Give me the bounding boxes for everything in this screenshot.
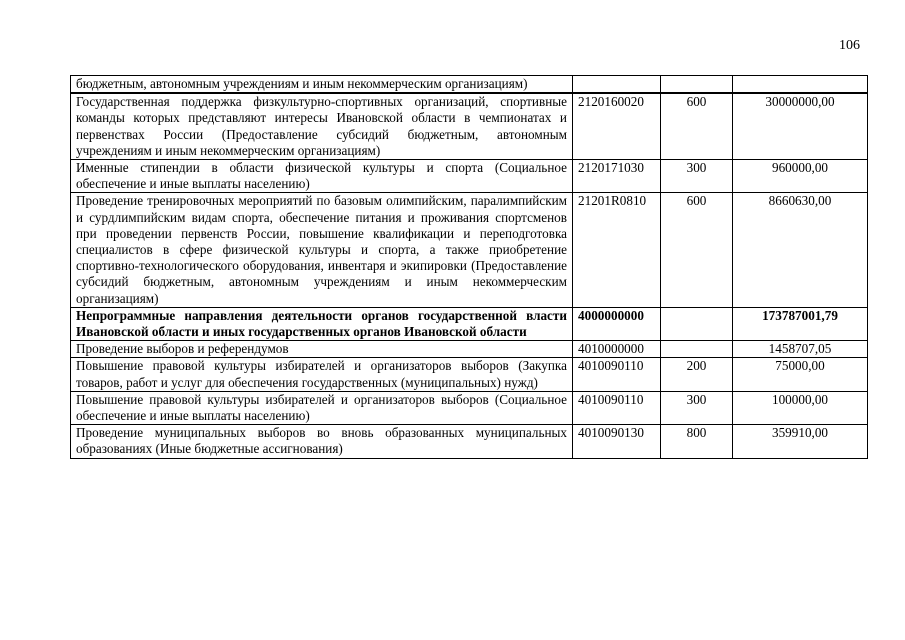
table-row bbox=[71, 193, 868, 307]
row-code: 4000000000 bbox=[573, 307, 661, 340]
page-number: 106 bbox=[839, 38, 860, 53]
row-name: бюджетным, автономным учреждениям и иным некоммерческим организациям) bbox=[71, 76, 573, 94]
table-row bbox=[71, 425, 868, 458]
row-name: Проведение тренировочных мероприятий по базовым олимпийским, паралимпийским и сурдлимпийским видам спорта, обеспечение питания и проживания спортсменов при проведении первенств России, повышение квалификации и переподготовка специалистов в сфере физической культуры и спорта, а также приобретение спортивно-технологического оборудования, инвентаря и экипировки (Предоставление субсидий бюджетным, автономным учреждениям и иным некоммерческим организациям) bbox=[71, 193, 573, 307]
table-row bbox=[71, 160, 868, 193]
row-expense-type: 300 bbox=[661, 160, 733, 193]
row-code: 21201R0810 bbox=[573, 193, 661, 307]
row-code bbox=[573, 76, 661, 94]
row-sum: 960000,00 bbox=[733, 160, 868, 193]
row-sum: 173787001,79 bbox=[733, 307, 868, 340]
table-row bbox=[71, 93, 868, 159]
row-name: Проведение муниципальных выборов во вновь образованных муниципальных образованиях (Иные бюджетные ассигнования) bbox=[71, 425, 573, 458]
row-name: Повышение правовой культуры избирателей и организаторов выборов (Закупка товаров, работ и услуг для обеспечения государственных (муниципальных) нужд) bbox=[71, 358, 573, 391]
row-name: Непрограммные направления деятельности органов государственной власти Ивановской области и иных государственных органов Ивановской области bbox=[71, 307, 573, 340]
table-row bbox=[71, 358, 868, 391]
row-expense-type bbox=[661, 341, 733, 358]
row-code: 2120160020 bbox=[573, 93, 661, 159]
table-row bbox=[71, 307, 868, 340]
row-sum: 75000,00 bbox=[733, 358, 868, 391]
row-code: 4010090130 bbox=[573, 425, 661, 458]
budget-table bbox=[70, 75, 868, 459]
table-row bbox=[71, 341, 868, 358]
row-code: 4010000000 bbox=[573, 341, 661, 358]
row-sum: 8660630,00 bbox=[733, 193, 868, 307]
table-row bbox=[71, 76, 868, 94]
row-code: 4010090110 bbox=[573, 358, 661, 391]
row-expense-type: 300 bbox=[661, 391, 733, 424]
row-name: Именные стипендии в области физической культуры и спорта (Социальное обеспечение и иные выплаты населению) bbox=[71, 160, 573, 193]
row-expense-type: 800 bbox=[661, 425, 733, 458]
row-expense-type bbox=[661, 307, 733, 340]
table-row bbox=[71, 391, 868, 424]
row-expense-type: 600 bbox=[661, 193, 733, 307]
row-name: Государственная поддержка физкультурно-спортивных организаций, спортивные команды которых представляют интересы Ивановской области в чемпионатах и первенствах России (Предоставление субсидий бюджетным, автономным учреждениям и иным некоммерческим организациям) bbox=[71, 93, 573, 159]
row-sum: 359910,00 bbox=[733, 425, 868, 458]
row-expense-type bbox=[661, 76, 733, 94]
row-sum: 1458707,05 bbox=[733, 341, 868, 358]
row-sum: 30000000,00 bbox=[733, 93, 868, 159]
row-sum: 100000,00 bbox=[733, 391, 868, 424]
row-name: Повышение правовой культуры избирателей и организаторов выборов (Социальное обеспечение и иные выплаты населению) bbox=[71, 391, 573, 424]
row-code: 4010090110 bbox=[573, 391, 661, 424]
row-expense-type: 200 bbox=[661, 358, 733, 391]
row-sum bbox=[733, 76, 868, 94]
row-name: Проведение выборов и референдумов bbox=[71, 341, 573, 358]
row-code: 2120171030 bbox=[573, 160, 661, 193]
row-expense-type: 600 bbox=[661, 93, 733, 159]
